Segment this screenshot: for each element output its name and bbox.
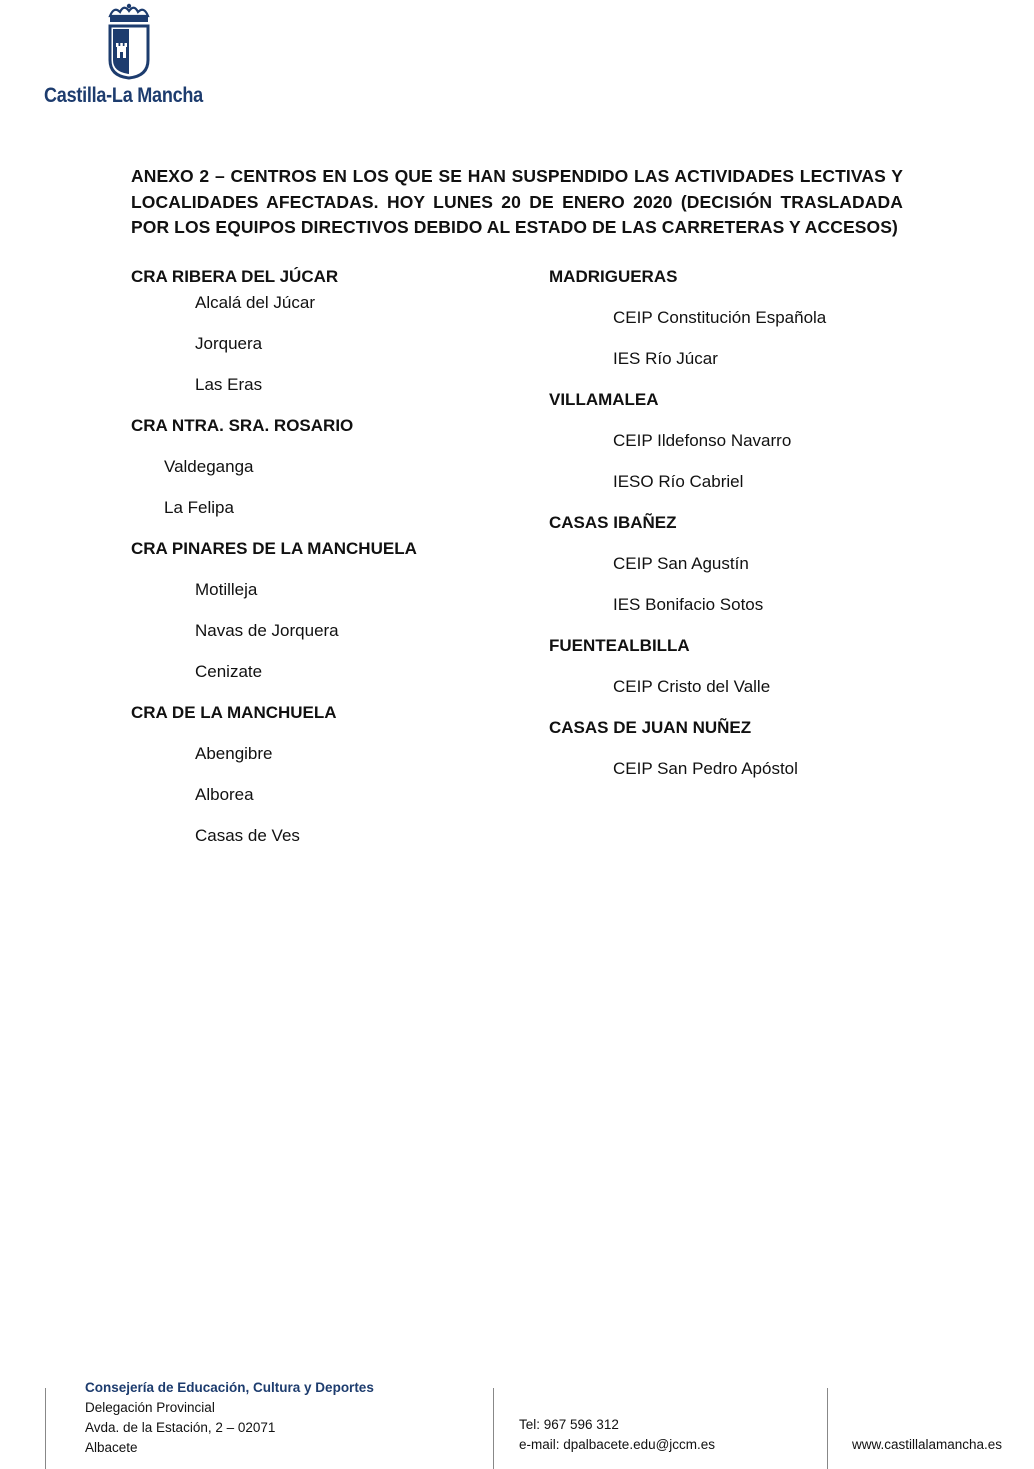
group-madrigueras [549, 265, 969, 388]
group-casas-ibanez [549, 511, 969, 634]
coat-of-arms-icon [104, 2, 154, 82]
group-title: CASAS DE JUAN NUÑEZ [549, 718, 752, 737]
right-column [549, 265, 969, 798]
footer-address: Avda. de la Estación, 2 – 02071 [85, 1420, 276, 1435]
list-item: Las Eras [195, 375, 263, 394]
list-item: IESO Río Cabriel [613, 472, 744, 491]
footer-email[interactable]: e-mail: dpalbacete.edu@jccm.es [519, 1437, 716, 1452]
group-title: CRA NTRA. SRA. ROSARIO [131, 416, 354, 435]
group-cra-pinares-de-la-manchuela [131, 537, 531, 701]
logo-text: Castilla-La Mancha [44, 84, 203, 107]
group-casas-de-juan-nunez [549, 716, 969, 798]
group-title: MADRIGUERAS [549, 267, 678, 286]
document-title: ANEXO 2 – CENTROS EN LOS QUE SE HAN SUSPENDIDO LAS ACTIVIDADES LECTIVAS Y LOCALIDADES AFECTADAS. HOY LUNES 20 DE ENERO 2020 (DECISIÓN TRASLADADA POR LOS EQUIPOS DIRECTIVOS DEBIDO AL ESTADO DE LAS CARRETERAS Y ACCESOS) [131, 166, 903, 237]
footer-website[interactable]: www.castillalamancha.es [852, 1437, 1003, 1452]
footer-department: Consejería de Educación, Cultura y Deportes [85, 1380, 374, 1395]
footer-contact-block [519, 1415, 715, 1455]
list-item: Valdeganga [164, 457, 254, 476]
footer-divider [493, 1388, 494, 1469]
logo [40, 0, 220, 115]
list-item: Cenizate [195, 662, 263, 681]
list-item: Motilleja [195, 580, 258, 599]
list-item: CEIP San Agustín [613, 554, 749, 573]
list-item: Jorquera [195, 334, 263, 353]
footer-address-block [85, 1378, 374, 1458]
group-villamalea [549, 388, 969, 511]
list-item: CEIP Ildefonso Navarro [613, 431, 792, 450]
footer-phone: Tel: 967 596 312 [519, 1417, 619, 1432]
group-title: CRA RIBERA DEL JÚCAR [131, 267, 339, 286]
list-item: Abengibre [195, 744, 273, 763]
list-item: Alborea [195, 785, 254, 804]
left-column [131, 265, 531, 865]
footer-office: Delegación Provincial [85, 1400, 215, 1415]
footer-city: Albacete [85, 1440, 138, 1455]
group-fuentealbilla [549, 634, 969, 716]
group-cra-ribera-del-jucar [131, 265, 531, 414]
list-item: Casas de Ves [195, 826, 300, 845]
group-title: FUENTEALBILLA [549, 636, 690, 655]
list-item: CEIP Cristo del Valle [613, 677, 771, 696]
list-item: Alcalá del Júcar [195, 293, 316, 312]
footer-divider [45, 1388, 46, 1469]
group-cra-de-la-manchuela [131, 701, 531, 865]
list-item: IES Bonifacio Sotos [613, 595, 764, 614]
list-item: CEIP Constitución Española [613, 308, 827, 327]
footer-divider [827, 1388, 828, 1469]
footer-website-block [852, 1435, 1002, 1455]
list-item: IES Río Júcar [613, 349, 718, 368]
group-cra-ntra-sra-rosario [131, 414, 531, 537]
group-title: CASAS IBAÑEZ [549, 513, 677, 532]
group-title: CRA PINARES DE LA MANCHUELA [131, 539, 417, 558]
list-item: Navas de Jorquera [195, 621, 339, 640]
group-title: CRA DE LA MANCHUELA [131, 703, 337, 722]
list-item: La Felipa [164, 498, 234, 517]
group-title: VILLAMALEA [549, 390, 659, 409]
list-item: CEIP San Pedro Apóstol [613, 759, 798, 778]
